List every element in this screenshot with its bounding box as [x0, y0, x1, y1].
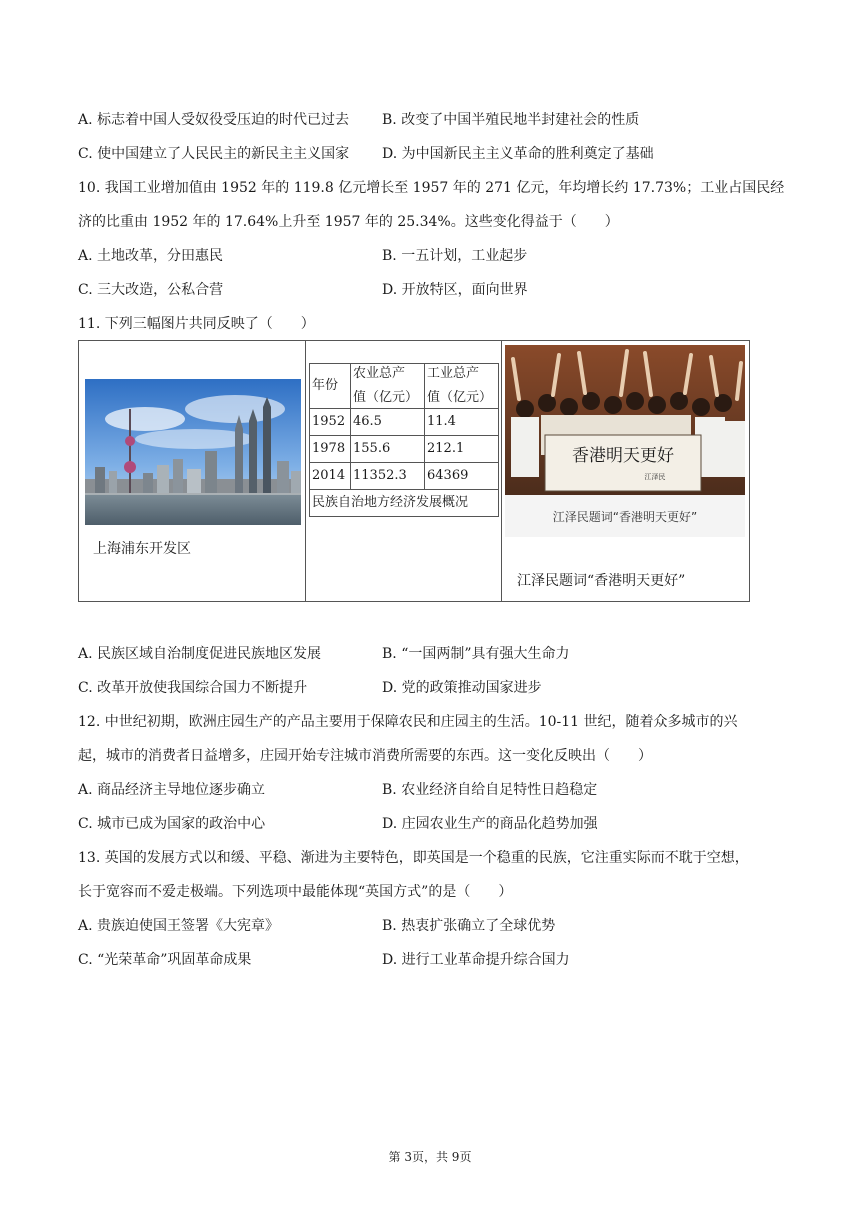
header-industry-line1: 工业总产: [427, 366, 480, 381]
header-agriculture-line2: 值（亿元）: [353, 390, 419, 405]
image-caption-text: 江泽民题词“香港明天更好”: [552, 510, 698, 524]
q13-option-c: C. “光荣革命”巩固革命成果: [78, 952, 252, 968]
table-caption: 民族自治地方经济发展概况: [310, 490, 499, 517]
q11-stem: 11. 下列三幅图片共同反映了（ ）: [78, 316, 315, 332]
q12-stem-line1: 12. 中世纪初期，欧洲庄园生产的产品主要用于保障农民和庄园主的生活。10-11 世纪，随着众多城市的兴: [78, 714, 738, 730]
shanghai-caption: 上海浦东开发区: [93, 541, 191, 557]
banner-text: 香港明天更好: [572, 446, 674, 466]
figure-cell-shanghai: [79, 341, 306, 601]
header-industry: [425, 364, 499, 409]
header-agriculture: [351, 364, 425, 409]
table-row: [310, 409, 499, 436]
table-cell: 11.4: [425, 409, 499, 436]
q9-option-c: C. 使中国建立了人民民主的新民主主义国家: [78, 146, 350, 162]
q13-stem-line1: 13. 英国的发展方式以和缓、平稳、渐进为主要特色，即英国是一个稳重的民族，它注重实际而不耽于空想，: [78, 850, 749, 866]
q10-option-d: D. 开放特区，面向世界: [382, 282, 528, 298]
q10-stem-line2: 济的比重由 1952 年的 17.64%上升至 1957 年的 25.34%。这些变化得益于（ ）: [78, 214, 619, 230]
q12-option-c: C. 城市已成为国家的政治中心: [78, 816, 266, 832]
q13-option-a: A. 贵族迫使国王签署《大宪章》: [78, 918, 280, 934]
q10-option-b: B. 一五计划，工业起步: [382, 248, 528, 264]
svg-text:江泽民: 江泽民: [644, 473, 666, 481]
q12-option-d: D. 庄园农业生产的商品化趋势加强: [382, 816, 598, 832]
page-footer: 第 3页，共 9页: [388, 1150, 472, 1164]
q11-option-c: C. 改革开放使我国综合国力不断提升: [78, 680, 308, 696]
figure-cell-table: [305, 341, 502, 601]
q9-option-a: A. 标志着中国人受奴役受压迫的时代已过去: [78, 112, 350, 128]
q9-option-d: D. 为中国新民主主义革命的胜利奠定了基础: [382, 146, 654, 162]
table-cell: 1978: [310, 436, 351, 463]
q10-option-a: A. 土地改革，分田惠民: [78, 248, 224, 264]
q12-stem-line2: 起，城市的消费者日益增多，庄园开始专注城市消费所需要的东西。这一变化反映出（ ）: [78, 748, 652, 764]
table-row: [310, 436, 499, 463]
figure-cell-hongkong: [501, 341, 749, 601]
table-cell: 155.6: [351, 436, 425, 463]
header-industry-line2: 值（亿元）: [427, 390, 493, 405]
table-header-row: [310, 364, 499, 409]
q13-stem-line2: 长于宽容而不爱走极端。下列选项中最能体现“英国方式”的是（ ）: [78, 884, 513, 900]
q11-option-d: D. 党的政策推动国家进步: [382, 680, 542, 696]
q11-figure-table: [78, 340, 750, 602]
table-row: [310, 463, 499, 490]
q12-option-b: B. 农业经济自给自足特性日趋稳定: [382, 782, 598, 798]
header-year: 年份: [310, 364, 351, 409]
table-cell: 2014: [310, 463, 351, 490]
q10-option-c: C. 三大改造，公私合营: [78, 282, 224, 298]
q9-option-b: B. 改变了中国半殖民地半封建社会的性质: [382, 112, 640, 128]
q12-option-a: A. 商品经济主导地位逐步确立: [78, 782, 266, 798]
table-caption-row: [310, 490, 499, 517]
q13-option-b: B. 热衷扩张确立了全球优势: [382, 918, 556, 934]
table-cell: 212.1: [425, 436, 499, 463]
hongkong-inscription-photo: [505, 345, 745, 537]
table-cell: 11352.3: [351, 463, 425, 490]
q10-stem-line1: 10. 我国工业增加值由 1952 年的 119.8 亿元增长至 1957 年的 271 亿元，年均增长约 17.73%；工业占国民经: [78, 180, 785, 196]
q11-option-a: A. 民族区域自治制度促进民族地区发展: [78, 646, 322, 662]
table-cell: 46.5: [351, 409, 425, 436]
hongkong-caption: 江泽民题词“香港明天更好”: [517, 573, 686, 589]
shanghai-pudong-photo: [85, 379, 301, 525]
table-cell: 64369: [425, 463, 499, 490]
q13-option-d: D. 进行工业革命提升综合国力: [382, 952, 570, 968]
q11-option-b: B. “一国两制”具有强大生命力: [382, 646, 570, 662]
economic-data-table: [309, 363, 499, 517]
table-cell: 1952: [310, 409, 351, 436]
header-agriculture-line1: 农业总产: [353, 366, 406, 381]
